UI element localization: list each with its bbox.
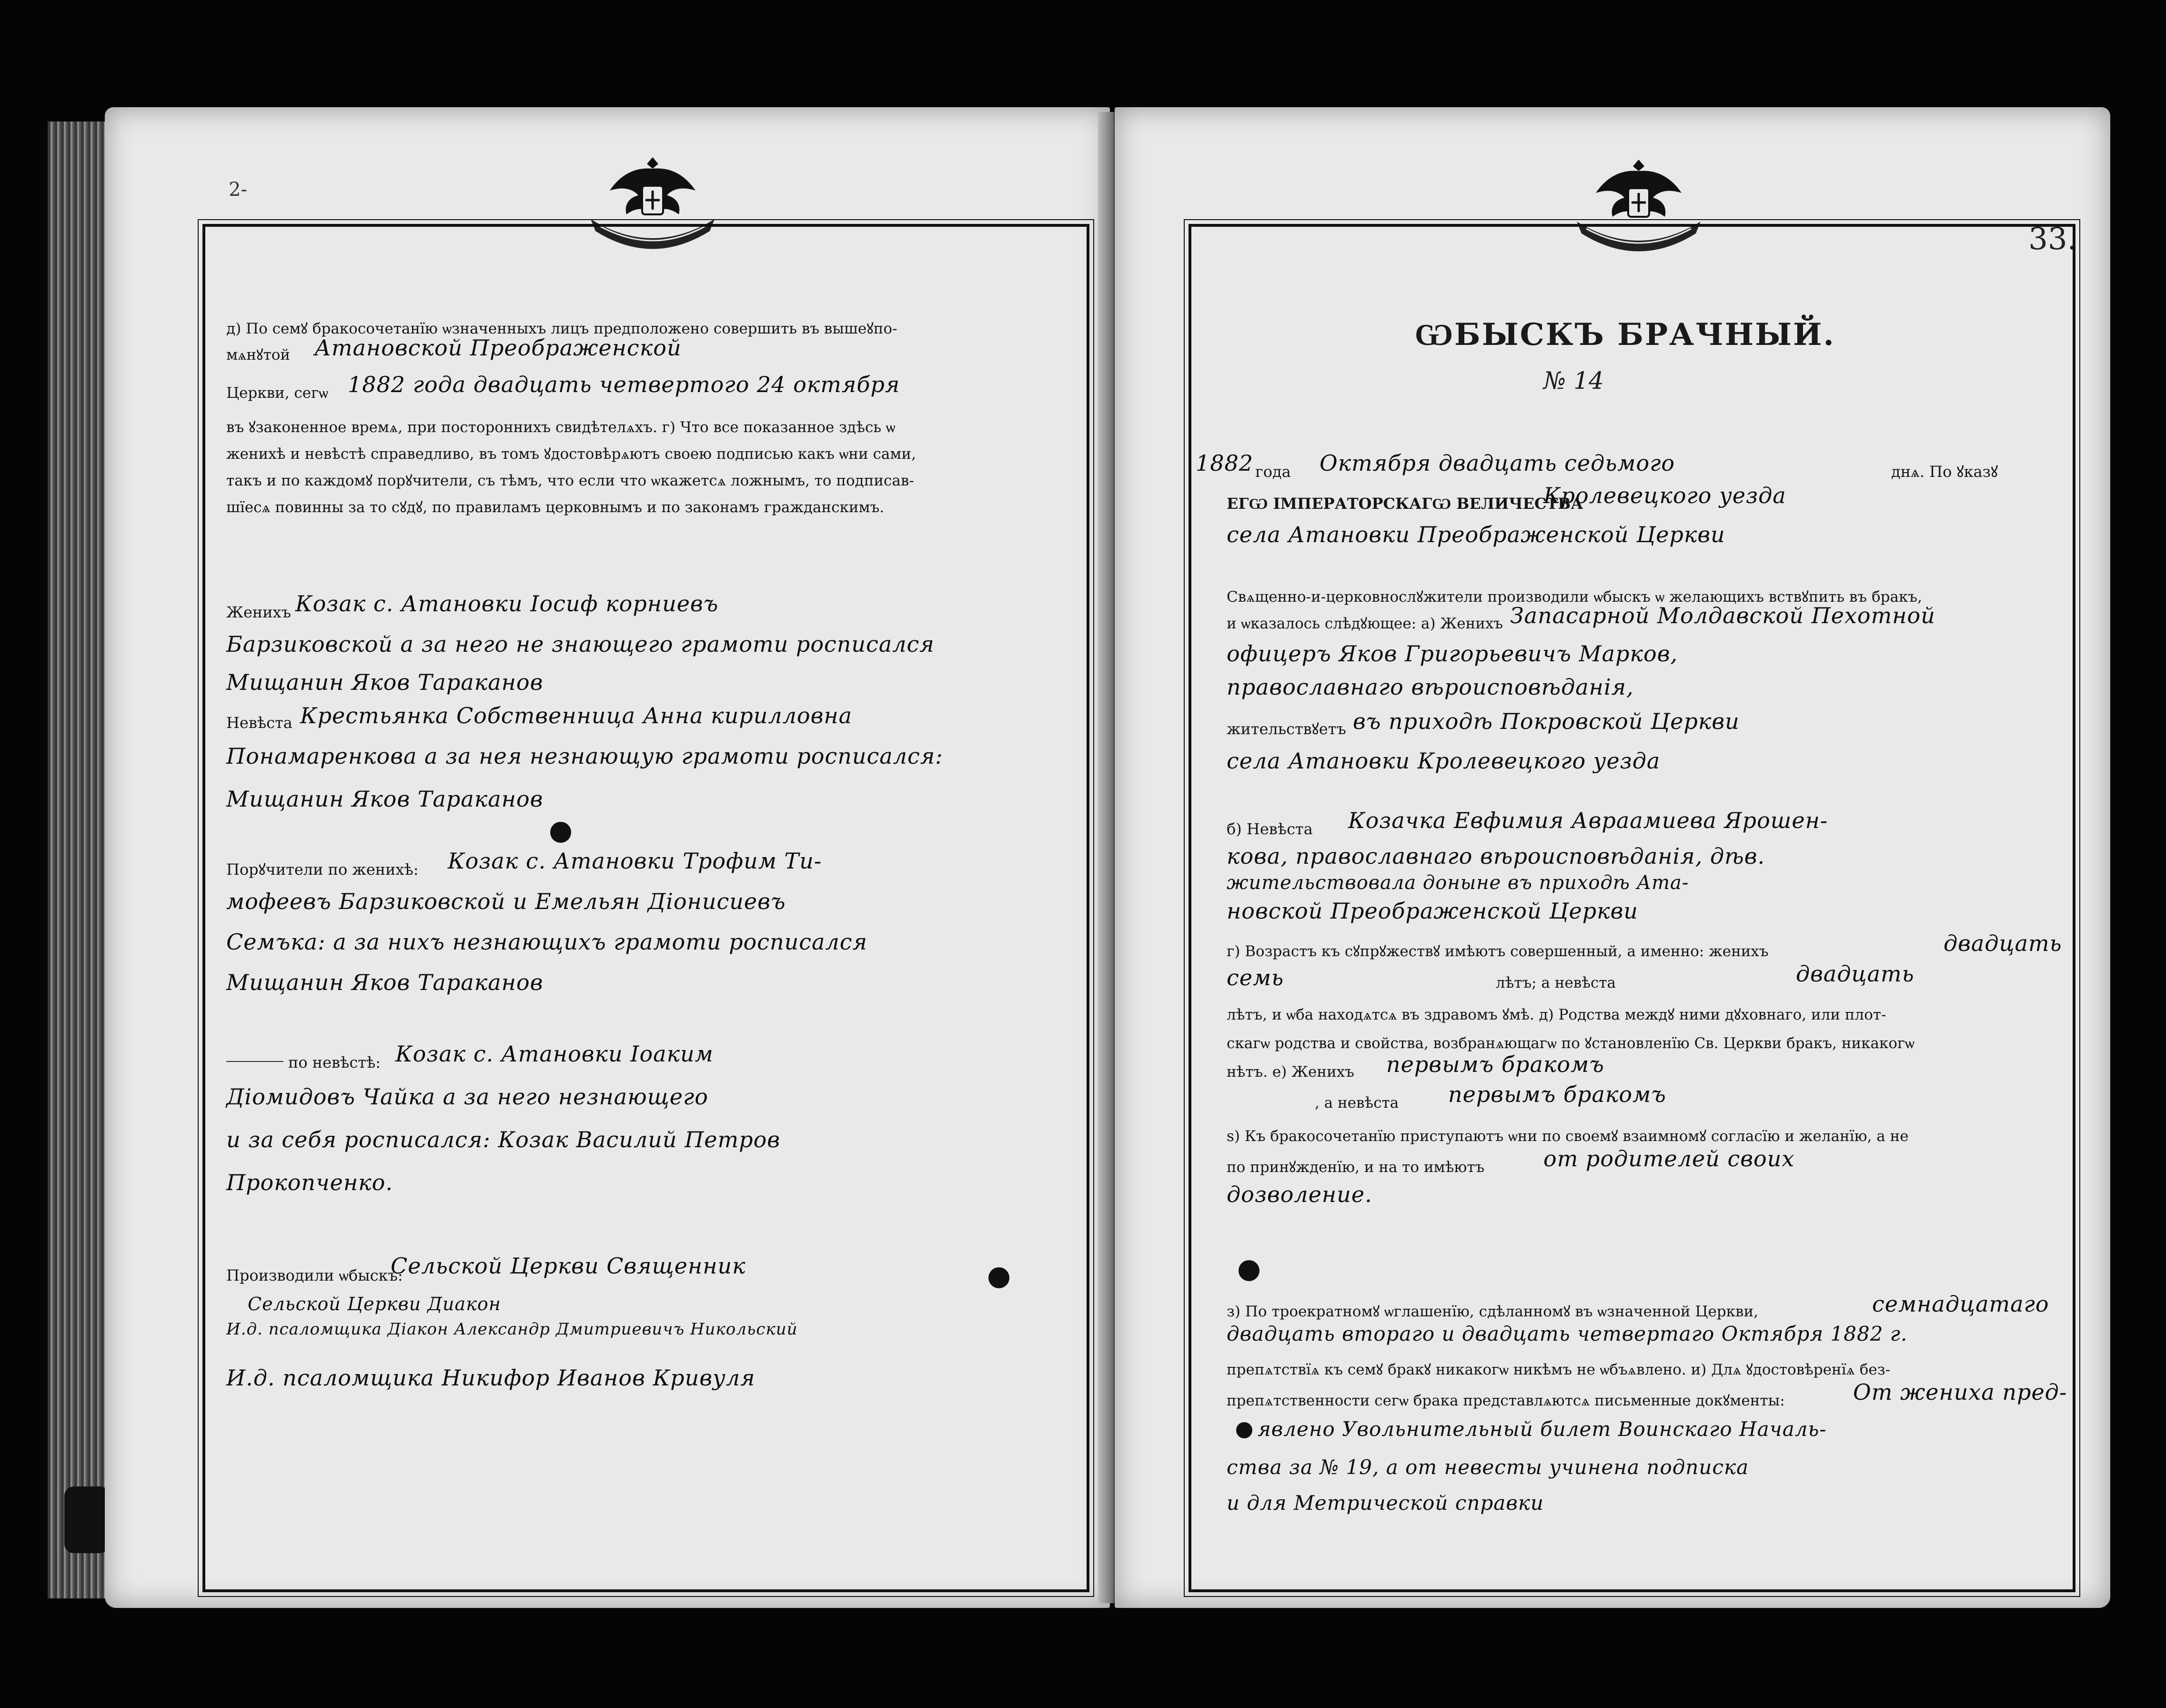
- documents-hand-2: явлено Увольнительный билет Воинскаго Началь-: [1258, 1417, 1827, 1441]
- groom-hand-line-3: Мищанин Яков Тараканов: [226, 669, 544, 695]
- groom-hand-line-2: Барзиковской а за него не знающего грамоти росписался: [226, 631, 935, 657]
- groom-hand-3: православнаго вѣроисповѣданія,: [1227, 674, 1634, 700]
- consent-line-1: ѕ) Къ бракосочетанїю приступаютъ ѡни по своемꙋ взаимномꙋ согласїю и желанїю, а не: [1227, 1128, 1909, 1145]
- documents-hand-4: и для Метрической справки: [1227, 1491, 1544, 1515]
- age-groom-hand-2: семь: [1227, 965, 1284, 990]
- bride-hand-1: Козачка Евфимия Авраамиева Ярошен-: [1348, 808, 1828, 833]
- section-d-line-5: женихѣ и невѣстѣ справедливо, въ томъ ꙋдостовѣрѧютъ своею подписью какъ ѡни сами,: [226, 445, 916, 463]
- kinship-line-1: лѣтъ, и ѡба находѧтсѧ въ здравомъ ꙋмѣ. д) Родства междꙋ ними дꙋховнаго, или плот-: [1227, 1006, 1886, 1023]
- church-hand: села Атановки Преображенской Церкви: [1227, 522, 1725, 547]
- banns-hand-1: семнадцатаго: [1872, 1291, 2049, 1317]
- section-d-line-1: д) По семꙋ бракосочетанїю ѡзначенныхъ лицъ предположено совершить въ вышеꙋпо-: [226, 320, 897, 337]
- guarantors-groom-hand-3: Семъка: а за нихъ незнающихъ грамоти росписался: [226, 929, 867, 955]
- bride-hand-line-2: Понамаренкова а за нея незнающую грамоти росписался:: [226, 743, 943, 769]
- right-page: [1115, 107, 2110, 1608]
- section-d-line-6: такъ и по каждомꙋ порꙋчители, съ тѣмъ, что если что ѡкажетсѧ ложнымъ, то подписав-: [226, 472, 914, 489]
- ink-blot: [988, 1267, 1009, 1288]
- kin-groom-hand: первымъ бракомъ: [1386, 1051, 1604, 1077]
- guarantors-groom-hand-4: Мищанин Яков Тараканов: [226, 970, 544, 995]
- groom-hand-2: офицеръ Яков Григорьевичъ Марков,: [1227, 641, 1678, 667]
- bride-hand-line-1: Крестьянка Собственница Анна кирилловна: [300, 703, 853, 728]
- record-number: [1543, 367, 1604, 394]
- groom-hand-line-1: Козак с. Атановки Іосиф корниевъ: [295, 591, 719, 616]
- guarantors-groom-label: Порꙋчители по женихѣ:: [226, 860, 419, 879]
- age-groom-hand: двадцать: [1944, 930, 2062, 956]
- documents-hand-1: От жениха пред-: [1853, 1379, 2067, 1405]
- imperial-majesty-label: ЕГѠ ІМПЕРАТОРСКАГѠ ВЕЛИЧЕСТВА: [1227, 495, 1583, 513]
- investigators-hand-4: И.д. псаломщика Никифор Иванов Кривуля: [226, 1365, 756, 1391]
- banns-line-2: препѧтствїѧ къ семꙋ бракꙋ никакогѡ никѣмъ не ѡбъѧвлено. и) Длѧ ꙋдостовѣренїѧ без-: [1227, 1361, 1891, 1378]
- corner-mark: 2-: [229, 179, 247, 201]
- guarantors-groom-hand-2: мофеевъ Барзиковской и Емельян Діонисиевъ: [226, 889, 786, 914]
- consent-hand-2: дозволение.: [1227, 1182, 1372, 1207]
- guarantors-bride-hand-1: Козак с. Атановки Іоаким: [395, 1041, 714, 1067]
- guarantors-bride-hand-2: Діомидовъ Чайка а за него незнающего: [226, 1084, 708, 1110]
- documents-hand-3: ства за № 19, а от невесты учинена подписка: [1227, 1455, 1749, 1479]
- document-title: ѠБЫСКЪ БРАЧНЫЙ.: [1415, 317, 1835, 353]
- kin-bride-hand: первымъ бракомъ: [1448, 1081, 1666, 1107]
- consent-hand: от родителей своих: [1543, 1146, 1795, 1172]
- bride-hand-3: жительствовала доныне въ приходѣ Ата-: [1227, 872, 1689, 894]
- guarantors-bride-hand-4: Прокопченко.: [226, 1170, 393, 1195]
- record-number-value: 14: [1573, 367, 1604, 394]
- record-number-label: №: [1543, 367, 1566, 394]
- investigators-hand-1: Сельской Церкви Священник: [391, 1253, 746, 1279]
- book-tab: [64, 1486, 110, 1553]
- consent-line-2: по принꙋжденїю, и на то имѣютъ: [1227, 1159, 1485, 1176]
- open-register-book: [48, 93, 2120, 1622]
- section-d-line-2: мѧнꙋтой: [226, 346, 291, 364]
- left-page: [105, 107, 1110, 1608]
- kin-bride-label: , а невѣста: [1315, 1094, 1399, 1112]
- age-bride-hand: двадцать: [1796, 961, 1914, 987]
- investigators-label: Производили ѡбыскъ:: [226, 1266, 403, 1284]
- groom-hand-1: Запасарной Молдавской Пехотной: [1510, 603, 1935, 628]
- ink-blot: [1239, 1260, 1259, 1281]
- page-edges-left: [48, 121, 110, 1598]
- record-year: 1882: [1196, 450, 1254, 476]
- bride-label-right: б) Невѣста: [1227, 820, 1313, 838]
- guarantors-bride-label: по невѣстѣ:: [288, 1053, 381, 1071]
- residence-hand-2: села Атановки Кролевецкого уезда: [1227, 748, 1661, 774]
- hand-wedding-date: 1882 года двадцать четвертого 24 октября: [348, 372, 900, 397]
- day-decree-label: днѧ. По ꙋказꙋ: [1891, 463, 1998, 481]
- bride-hand-line-3: Мищанин Яков Тараканов: [226, 786, 544, 812]
- intro-line-1: Свѧщенно-и-церковнослꙋжители производили ѡбыскъ ѡ желающихъ вствꙋпить въ бракъ,: [1227, 588, 1922, 606]
- bride-hand-4: новской Преображенской Церкви: [1227, 898, 1639, 924]
- intro-line-2: и ѡказалось слѣдꙋющее: а) Женихъ: [1227, 615, 1503, 632]
- bride-label: Невѣста: [226, 714, 292, 732]
- banns-line-3: препѧтственности сегѡ брака представлѧютсѧ письменные докꙋменты:: [1227, 1392, 1785, 1409]
- kinship-line-3: нѣтъ. е) Женихъ: [1227, 1063, 1354, 1081]
- investigators-hand-3: И.д. псаломщика Діакон Александр Дмитриевичъ Никольский: [226, 1320, 798, 1339]
- banns-line-1: з) По троекратномꙋ ѡглашенїю, сдѣланномꙋ въ ѡзначенной Церкви,: [1227, 1303, 1759, 1320]
- ink-blot: [1236, 1422, 1252, 1438]
- guarantors-groom-hand-1: Козак с. Атановки Трофим Ти-: [448, 848, 822, 874]
- section-d-line-3: Церкви, сегѡ: [226, 384, 329, 402]
- investigators-hand-2: Сельской Церкви Диакон: [248, 1294, 501, 1314]
- residence-hand-1: въ приходѣ Покровской Церкви: [1353, 708, 1740, 734]
- residence-label: жительствꙋетъ: [1227, 720, 1346, 738]
- hand-church-name: Атановской Преображенской: [314, 335, 682, 361]
- uezd-hand: Кролевецкого уезда: [1543, 483, 1786, 508]
- section-d-line-4: въ ꙋзаконенное времѧ, при постороннихъ свидѣтелѧхъ. г) Что все показанное здѣсь ѡ: [226, 419, 896, 436]
- page-number: 33.: [2028, 222, 2077, 257]
- bride-hand-2: кова, православнаго вѣроисповѣданія, дѣв.: [1227, 843, 1765, 869]
- section-d-line-7: шїесѧ повинны за то сꙋдꙋ, по правиламъ церковнымъ и по законамъ гражданскимъ.: [226, 499, 885, 516]
- ink-blot: [550, 822, 571, 843]
- blank-rule: [226, 1061, 283, 1062]
- guarantors-bride-hand-3: и за себя росписался: Козак Василий Петров: [226, 1127, 781, 1152]
- record-date-hand: Октября двадцать седьмого: [1320, 450, 1675, 476]
- kinship-line-2: скагѡ родства и свойства, возбранѧющагѡ по ꙋстановленїю Св. Церкви бракъ, никакогѡ: [1227, 1035, 1914, 1052]
- age-mid-text: лѣтъ; а невѣста: [1496, 974, 1616, 991]
- age-text: г) Возрастъ къ сꙋпрꙋжествꙋ имѣютъ совершенный, а именно: женихъ: [1227, 943, 1769, 960]
- groom-label: Женихъ: [226, 603, 291, 621]
- year-label: года: [1255, 463, 1291, 481]
- banns-hand-2: двадцать втораго и двадцать четвертаго Октября 1882 г.: [1227, 1322, 1908, 1345]
